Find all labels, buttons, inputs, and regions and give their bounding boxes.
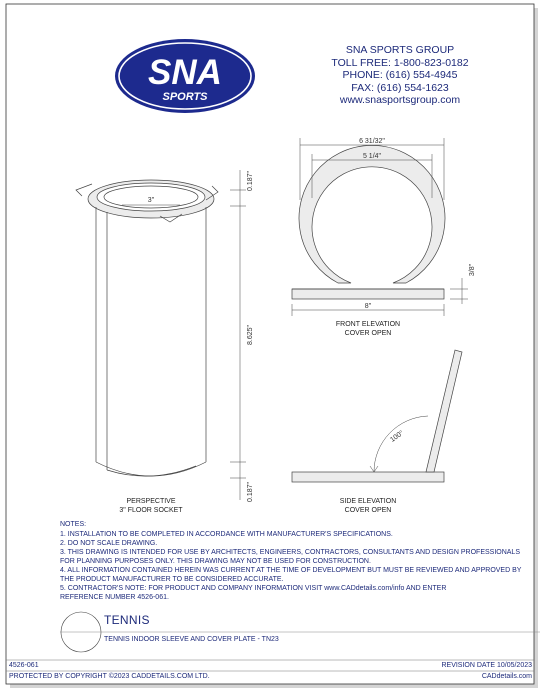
company-phone: PHONE: (616) 554-4945 [342, 69, 458, 82]
logo-sna-text: SNA [148, 53, 222, 92]
side-caption-2: COVER OPEN [344, 507, 392, 514]
logo-sports-text: SPORTS [162, 91, 208, 103]
notes-block [60, 520, 522, 602]
dim-outer-diameter: 6 31/32" [359, 138, 385, 145]
dim-plate-width: 8" [364, 303, 372, 310]
caddetails-brand[interactable]: CADdetails.com [481, 673, 532, 680]
note-line: REFERENCE NUMBER 4526-061. [60, 594, 169, 601]
perspective-caption-2: 3" FLOOR SOCKET [119, 507, 183, 514]
side-caption [318, 497, 418, 515]
note-line: 4. ALL INFORMATION CONTAINED HEREIN WAS CURRENT AT THE TIME OF DEVELOPMENT BUT MUST BE REVIEWED AND APPROVED BY [60, 567, 522, 574]
front-caption-1: FRONT ELEVATION [335, 321, 401, 328]
dim-inner-diameter: 5 1/4" [362, 153, 382, 160]
company-website[interactable]: www.snasportsgroup.com [339, 94, 461, 107]
dim-diameter: 3" [147, 197, 155, 204]
note-line: FOR PLANNING PURPOSES ONLY. THIS DRAWING MAY NOT BE USED FOR CONSTRUCTION. [60, 558, 371, 565]
reference-number: 4526-061 [9, 662, 39, 669]
front-caption-2: COVER OPEN [344, 330, 392, 337]
dim-sleeve-height: 8.625" [247, 324, 254, 346]
company-fax: FAX: (616) 554-1623 [351, 81, 449, 94]
perspective-caption [101, 497, 201, 515]
note-line: THE PRODUCT MANUFACTURER TO BE CONSIDERED ACCURATE. [60, 576, 284, 583]
dim-open-angle: 100° [389, 429, 406, 444]
note-line: 5. CONTRACTOR'S NOTE: FOR PRODUCT AND COMPANY INFORMATION VISIT www.CADdetails.com/info AND ENTER [60, 585, 447, 592]
company-name: SNA SPORTS GROUP [345, 44, 455, 56]
side-caption-1: SIDE ELEVATION [339, 498, 397, 505]
perspective-caption-1: PERSPECTIVE [126, 498, 176, 505]
company-toll-free: TOLL FREE: 1-800-823-0182 [331, 56, 469, 69]
drawing-subtitle: TENNIS INDOOR SLEEVE AND COVER PLATE - TN23 [104, 636, 279, 643]
note-line: 2. DO NOT SCALE DRAWING. [60, 540, 158, 547]
notes-heading: NOTES: [60, 521, 87, 528]
company-info [300, 44, 500, 107]
revision-date: REVISION DATE 10/05/2023 [441, 662, 532, 669]
note-line: 1. INSTALLATION TO BE COMPLETED IN ACCORDANCE WITH MANUFACTURER'S SPECIFICATIONS. [60, 531, 393, 538]
front-caption [318, 320, 418, 338]
copyright-text: PROTECTED BY COPYRIGHT ©2023 CADDETAILS.COM LTD. [9, 673, 210, 680]
dim-bottom: 0.187" [247, 481, 254, 503]
drawing-title: TENNIS [104, 613, 150, 627]
sna-sports-logo [115, 39, 255, 113]
note-line: 3. THIS DRAWING IS INTENDED FOR USE BY ARCHITECTS, ENGINEERS, CONTRACTORS, CONSULTANTS AND DESIGN PROFESSIONALS [60, 549, 520, 556]
dim-plate-thickness: 3/8" [469, 263, 476, 277]
dim-top-flange: 0.187" [247, 170, 254, 192]
